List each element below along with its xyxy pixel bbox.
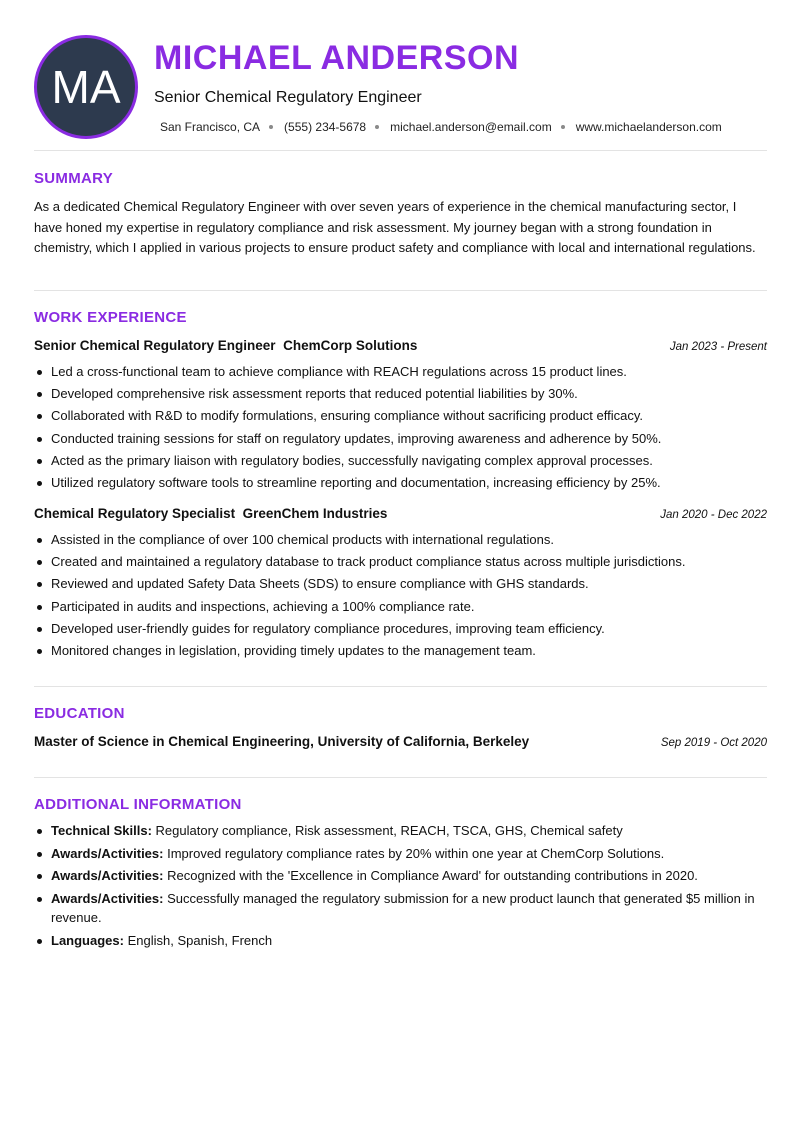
job-header (34, 338, 767, 353)
list-item (34, 889, 764, 928)
contact-email[interactable]: michael.anderson@email.com (390, 120, 552, 134)
list-item (34, 866, 764, 886)
list-item (34, 821, 764, 841)
item-label: Awards/Activities: (51, 890, 164, 906)
job-title-company (34, 338, 417, 353)
education-entry (34, 734, 767, 749)
list-item: Assisted in the compliance of over 100 chemical products with international regulations. (34, 529, 764, 551)
section-divider (34, 686, 767, 687)
list-item: Acted as the primary liaison with regulatory bodies, successfully navigating complex approval processes. (34, 450, 764, 472)
item-label: Languages: (51, 932, 124, 948)
section-divider (34, 150, 767, 151)
list-item: Utilized regulatory software tools to streamline reporting and documentation, increasing efficiency by 25%. (34, 472, 764, 494)
section-divider (34, 777, 767, 778)
list-item: Created and maintained a regulatory database to track product compliance status across multiple jurisdictions. (34, 551, 764, 573)
summary-heading: SUMMARY (34, 170, 114, 187)
job-title-company (34, 506, 387, 521)
contact-website[interactable]: www.michaelanderson.com (575, 120, 722, 134)
job-bullets (34, 529, 764, 662)
experience-heading: WORK EXPERIENCE (34, 309, 187, 326)
additional-heading: ADDITIONAL INFORMATION (34, 796, 242, 813)
candidate-name: MICHAEL ANDERSON (154, 39, 520, 77)
separator-dot-icon (375, 125, 379, 129)
list-item: Collaborated with R&D to modify formulations, ensuring compliance without sacrificing product efficacy. (34, 405, 764, 427)
item-label: Awards/Activities: (51, 868, 164, 883)
list-item: Developed comprehensive risk assessment reports that reduced potential liabilities by 30%. (34, 383, 764, 405)
job-bullets (34, 361, 764, 494)
candidate-title: Senior Chemical Regulatory Engineer (154, 89, 422, 106)
education-degree: Master of Science in Chemical Engineering, University of California, Berkeley (34, 734, 530, 749)
section-divider (34, 290, 767, 291)
avatar-initials: MA (51, 61, 121, 113)
list-item: Led a cross-functional team to achieve compliance with REACH regulations across 15 product lines. (34, 361, 764, 383)
item-text: Recognized with the 'Excellence in Compliance Award' for outstanding contributions in 2020. (167, 868, 698, 883)
job-company: GreenChem Industries (242, 506, 388, 521)
list-item (34, 844, 764, 864)
job-dates: Jan 2020 - Dec 2022 (660, 509, 767, 521)
education-dates: Sep 2019 - Oct 2020 (660, 737, 767, 749)
item-label: Awards/Activities: (51, 845, 164, 861)
item-text: Improved regulatory compliance rates by 20% within one year at ChemCorp Solutions. (167, 845, 665, 861)
separator-dot-icon (561, 125, 565, 129)
item-text: Regulatory compliance, Risk assessment, REACH, TSCA, GHS, Chemical safety (155, 823, 623, 838)
list-item: Participated in audits and inspections, achieving a 100% compliance rate. (34, 596, 764, 618)
education-heading: EDUCATION (34, 705, 125, 722)
item-text: Successfully managed the regulatory submission for a new product launch that generated $5 million in revenue. (51, 890, 755, 925)
job-company: ChemCorp Solutions (283, 338, 418, 353)
job-title: Senior Chemical Regulatory Engineer (34, 338, 276, 353)
list-item: Reviewed and updated Safety Data Sheets (SDS) to ensure compliance with GHS standards. (34, 573, 764, 595)
item-text: English, Spanish, French (127, 932, 273, 948)
contact-phone: (555) 234-5678 (284, 120, 367, 134)
separator-dot-icon (269, 125, 273, 129)
job-dates: Jan 2023 - Present (669, 341, 767, 353)
avatar (34, 35, 138, 139)
list-item: Conducted training sessions for staff on regulatory updates, improving awareness and adherence by 50%. (34, 428, 764, 450)
additional-list (34, 821, 764, 953)
list-item: Monitored changes in legislation, providing timely updates to the management team. (34, 640, 764, 662)
job-header (34, 506, 767, 521)
summary-text: As a dedicated Chemical Regulatory Engineer with over seven years of experience in the chemical manufacturing sector, I have honed my expertise in regulatory compliance and risk assessment. My journey began with a strong foundation in chemistry, which I applied in various projects to ensure product safety and compliance with local and international regulations. (34, 199, 756, 255)
contact-line (160, 120, 722, 134)
job-title: Chemical Regulatory Specialist (34, 506, 236, 521)
list-item (34, 931, 764, 951)
contact-location: San Francisco, CA (160, 120, 261, 134)
item-label: Technical Skills: (51, 823, 152, 838)
list-item: Developed user-friendly guides for regulatory compliance procedures, improving team efficiency. (34, 618, 764, 640)
